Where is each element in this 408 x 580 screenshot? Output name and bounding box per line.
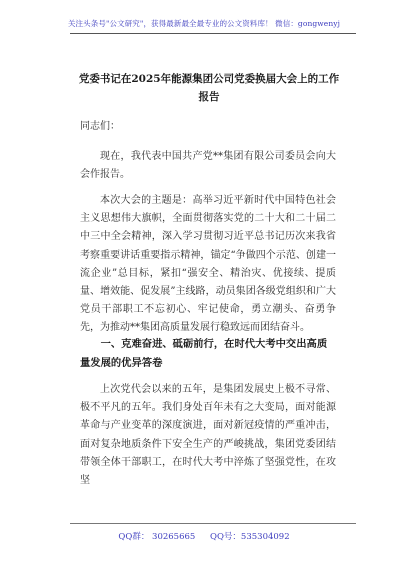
footer-divider <box>70 523 356 524</box>
footer <box>0 530 408 542</box>
salutation: 同志们： <box>80 121 120 132</box>
footer-qq-number: QQ号：535304092 <box>210 532 290 542</box>
footer-qq-group: QQ群： 30265665 <box>118 532 196 542</box>
section-heading-1: 一、克难奋进、砥砺前行，在时代大考中交出高质量发展的优异答卷 <box>80 338 328 369</box>
paragraph-theme: 本次大会的主题是：高举习近平新时代中国特色社会主义思想伟大旗帜，全面贯彻落实党的二十大和二十届二中三中全会精神，深入学习贯彻习近平总书记历次来我省考察重要讲话重要指示精神，锚定“争做四个示范、创建一流企业”总目标，紧扣“强安全、精治灾、优接续、提质量、增效能、促发展”主线路，动员集团各级党组织和广大党员干部职工不忘初心、牢记使命，勇立潮头、奋勇争先，为推动**集团高质量发展行稳致远而团结奋斗。 <box>80 195 336 334</box>
header-divider <box>70 33 356 34</box>
paragraph-intro: 现在，我代表中国共产党**集团有限公司委员会向大会作报告。 <box>80 151 336 181</box>
document-title: 党委书记在2025年能源集团公司党委换届大会上的工作报告 <box>78 73 340 103</box>
paragraph-section-1: 上次党代会以来的五年，是集团发展史上极不寻常、极不平凡的五年。我们身处百年未有之大变局，面对能源革命与产业变革的深度演进，面对新冠疫情的严重冲击，面对复杂地质条件下安全生产的严峻挑战，集团党委团结带领全体干部职工，在时代大考中淬炼了坚强党性，在攻坚 <box>80 384 336 487</box>
header-banner: 关注头条号"公文研究"，获得最新最全最专业的公文资料库！ 微信：gongwenyj <box>67 19 341 28</box>
